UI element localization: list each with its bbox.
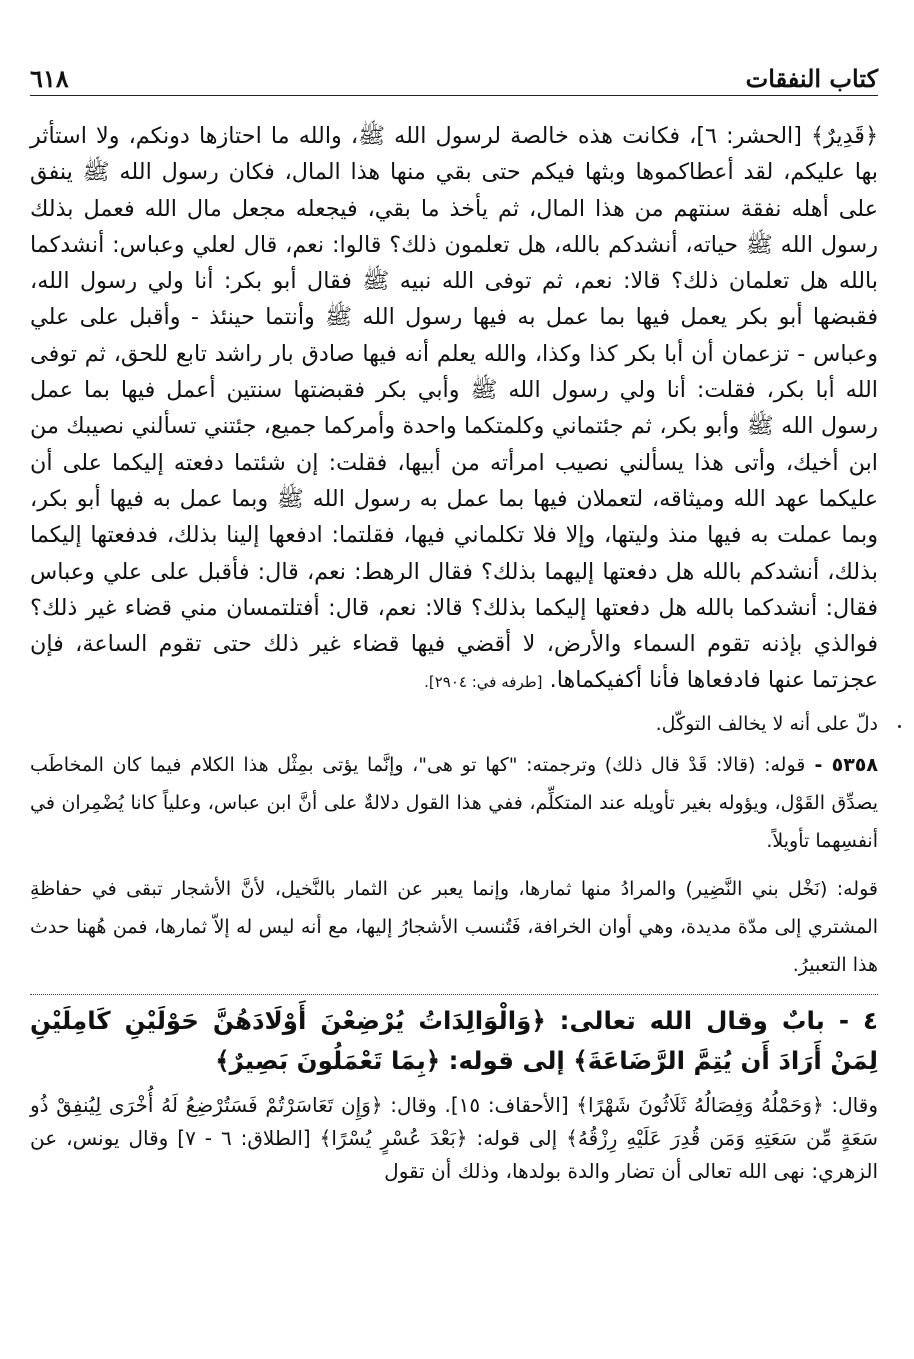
commentary-paragraph-3: قوله: (نَخْل بني النَّضِير) والمرادُ منها ثمارها، وإنما يعبر عن الثمار بالنَّخيل، لأنَّ الأشجار تبقى في حفاظةِ المشتري إلى مدّة مديدة، وهي أوان الخرافة، فَتُنسب الأشجارُ إليها، مع أنه ليس له إلاّ ثمارها، فمن هُهنا حدث هذا التعبيرُ.	[30, 877, 878, 976]
page-body	[30, 118, 878, 1188]
commentary-paragraph-2	[30, 746, 878, 860]
chapter-text: وقال: ﴿وَحَمْلُهُ وَفِصَالُهُ ثَلَاثُونَ شَهْرًا﴾ [الأحقاف: ١٥]. وقال: ﴿وَإِن تَعَاسَرْتُمْ فَسَتُرْضِعُ لَهُ أُخْرَى لِيُنفِقْ ذُو سَعَةٍ مِّن سَعَتِهِ وَمَن قُدِرَ عَلَيْهِ رِزْقُهُ﴾ إلى قوله: ﴿بَعْدَ عُسْرٍ يُسْرًا﴾ [الطلاق: ٦ - ٧] وقال يونس، عن الزهري: نهى الله تعالى أن تضار والدة بولدها، وذلك أن تقول	[30, 1092, 878, 1183]
section-separator	[30, 994, 878, 995]
page-header	[30, 58, 878, 96]
page-number: ٦١٨	[30, 64, 69, 93]
commentary-paragraph-2-text: قوله: (قالا: قَدْ قال ذلك) وترجمته: "كها تو هى"، وإنَّما يؤتى بمِثْل هذا الكلام فيما كان المخاطَب يصدِّق القَوْل، ويؤوله بغير تأويله عند المتكلِّم، ففي هذا القول دلالةٌ على أنَّ ابن عباس، وعلياً كانا يُضْمِران في أنفسِهما تأويلاً.	[30, 753, 878, 852]
chapter-heading: ٤ - بابٌ وقال الله تعالى: ﴿وَالْوَالِدَاتُ يُرْضِعْنَ أَوْلَادَهُنَّ حَوْلَيْنِ كَامِلَيْنِ لِمَنْ أَرَادَ أَن يُتِمَّ الرَّضَاعَةَ﴾ إلى قوله: ﴿بِمَا تَعْمَلُونَ بَصِيرٌ﴾	[30, 1005, 878, 1075]
hadith-reference: [طرفه في: ٢٩٠٤].	[424, 673, 543, 692]
commentary-paragraph-1: دلّ على أنه لا يخالف التوكّل.	[655, 712, 878, 735]
header-rule	[30, 95, 878, 96]
hadith-body: ﴿قَدِيرٌ﴾ [الحشر: ٦]، فكانت هذه خالصة لرسول الله ﷺ، والله ما احتازها دونكم، ولا استأثر بها عليكم، لقد أعطاكموها وبثها فيكم حتى بقي منها هذا المال، فكان رسول الله ﷺ ينفق على أهله نفقة سنتهم من هذا المال، ثم يأخذ ما بقي، فيجعله مجعل مال الله فعمل بذلك رسول الله ﷺ حياته، أنشدكم بالله، هل تعلمون ذلك؟ قالوا: نعم، قال لعلي وعباس: أنشدكما بالله هل تعلمان ذلك؟ قالا: نعم، ثم توفى الله نبيه ﷺ فقال أبو بكر: أنا ولي رسول الله، فقبضها أبو بكر يعمل فيها بما عمل به فيها رسول الله ﷺ وأنتما حينئذ - وأقبل على علي وعباس - تزعمان أن أبا بكر كذا وكذا، والله يعلم أنه فيها صادق بار راشد تابع للحق، ثم توفى الله أبا بكر، فقلت: أنا ولي رسول الله ﷺ وأبي بكر فقبضتها سنتين أعمل فيها بما عمل رسول الله ﷺ وأبو بكر، ثم جئتماني وكلمتكما واحدة وأمركما جميع، جئتني تسألني نصيبك من ابن أخيك، وأتى هذا يسألني نصيب امرأته من أبيها، فقلت: إن شئتما دفعته إليكما على أن عليكما عهد الله وميثاقه، لتعملان فيها بما عمل به رسول الله ﷺ وبما عمل به فيها أبو بكر، وبما عملت به فيها منذ وليتها، وإلا فلا تكلماني فيها، فقلتما: ادفعها إلينا بذلك، فدفعتها إليكما بذلك، أنشدكم بالله هل دفعتها إليهما بذلك؟ فقال الرهط: نعم، قال: فأقبل على علي وعباس فقال: أنشدكما بالله هل دفعتها إليكما بذلك؟ قالا: نعم، قال: أفتلتمسان مني قضاء غير ذلك؟ فوالذي بإذنه تقوم السماء والأرض، لا أقضي فيها قضاء غير ذلك حتى تقوم الساعة، فإن عجزتما عنها فادفعاها فأنا أكفيكماها.	[30, 123, 879, 694]
hadith-text	[30, 118, 878, 701]
hadith-number: ٥٣٥٨ -	[805, 753, 878, 776]
book-title: كتاب النفقات	[745, 64, 878, 93]
margin-mark	[898, 725, 901, 728]
